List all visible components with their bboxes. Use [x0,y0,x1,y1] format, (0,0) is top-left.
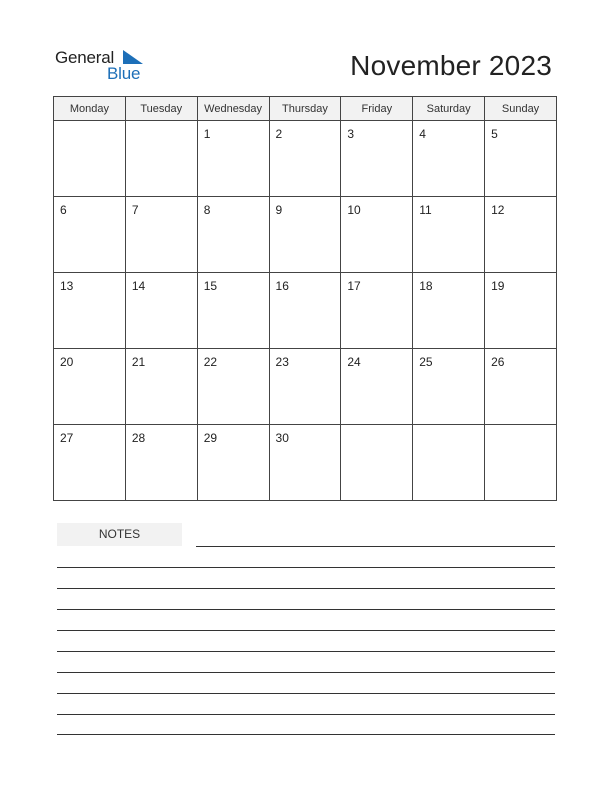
day-cell [197,197,269,273]
note-line [57,734,555,735]
day-number: 17 [347,279,361,293]
week-row [54,273,557,349]
day-number: 7 [131,203,139,217]
note-line [57,651,555,652]
day-cell [269,425,341,501]
day-cell [485,121,557,197]
day-number: 2 [275,127,283,141]
note-line [57,693,555,694]
week-row [54,349,557,425]
day-number: 10 [347,203,361,217]
day-cell [413,273,485,349]
day-cell [413,349,485,425]
day-cell [413,197,485,273]
day-cell [341,121,413,197]
page-title: November 2023 [350,50,552,81]
day-cell [341,425,413,501]
day-number: 9 [275,203,283,217]
day-number: 21 [131,355,146,369]
brand-logo [55,46,155,86]
day-cell [54,273,126,349]
day-cell [341,349,413,425]
day-number: 16 [275,279,289,293]
note-line [57,567,555,568]
day-number: 11 [419,203,432,217]
day-number [485,425,556,431]
day-number: 13 [60,279,74,293]
day-cell [197,121,269,197]
day-cell [485,425,557,501]
day-cell [125,349,197,425]
day-number: 23 [275,355,289,369]
day-number: 12 [491,203,505,217]
day-number: 29 [203,431,218,445]
day-cell [485,273,557,349]
day-cell [485,349,557,425]
day-cell [413,121,485,197]
week-row [54,197,557,273]
week-row [54,121,557,197]
weekday-header: Wednesday [197,97,269,121]
day-number: 6 [60,203,67,217]
calendar-grid [53,96,557,501]
day-cell [269,197,341,273]
day-cell [125,425,197,501]
day-cell [269,349,341,425]
note-line [57,672,555,673]
day-cell [485,197,557,273]
weekday-header: Tuesday [125,97,197,121]
notes-label: NOTES [57,523,182,546]
logo-triangle-icon [123,50,143,64]
day-number: 24 [347,355,361,369]
day-number: 14 [131,279,146,293]
note-line [57,714,555,715]
day-cell [269,273,341,349]
day-cell [197,425,269,501]
day-number: 4 [419,127,426,141]
day-number: 18 [419,279,433,293]
day-number: 19 [491,279,505,293]
day-cell [54,121,126,197]
day-number: 3 [347,127,355,141]
day-cell [269,121,341,197]
day-cell [54,425,126,501]
weekday-header: Friday [341,97,413,121]
weekday-header: Saturday [413,97,485,121]
weekday-header: Monday [54,97,126,121]
day-number: 22 [203,355,218,369]
day-number: 8 [203,203,211,217]
day-cell [54,349,126,425]
day-number: 30 [275,431,289,445]
day-number: 26 [491,355,505,369]
note-line [196,546,555,547]
logo-text-general: General [55,48,115,67]
note-line [57,588,555,589]
day-number: 15 [203,279,218,293]
week-row [54,425,557,501]
weekday-header: Sunday [485,97,557,121]
day-number: 25 [419,355,433,369]
day-cell [341,273,413,349]
day-number [413,425,484,431]
day-cell [125,273,197,349]
day-number: 28 [131,431,146,445]
day-cell [341,197,413,273]
day-cell [197,273,269,349]
day-cell [125,121,197,197]
day-number: 20 [60,355,74,369]
day-number: 5 [491,127,498,141]
day-number [341,425,412,431]
weekday-header: Thursday [269,97,341,121]
day-number: 27 [60,431,74,445]
day-cell [54,197,126,273]
day-number [54,121,125,127]
note-line [57,630,555,631]
day-cell [125,197,197,273]
day-number: 1 [203,127,211,141]
day-number [126,121,197,127]
note-line [57,609,555,610]
day-cell [197,349,269,425]
logo-text-blue: Blue [107,64,141,83]
weekday-header-row [54,97,557,121]
day-cell [413,425,485,501]
